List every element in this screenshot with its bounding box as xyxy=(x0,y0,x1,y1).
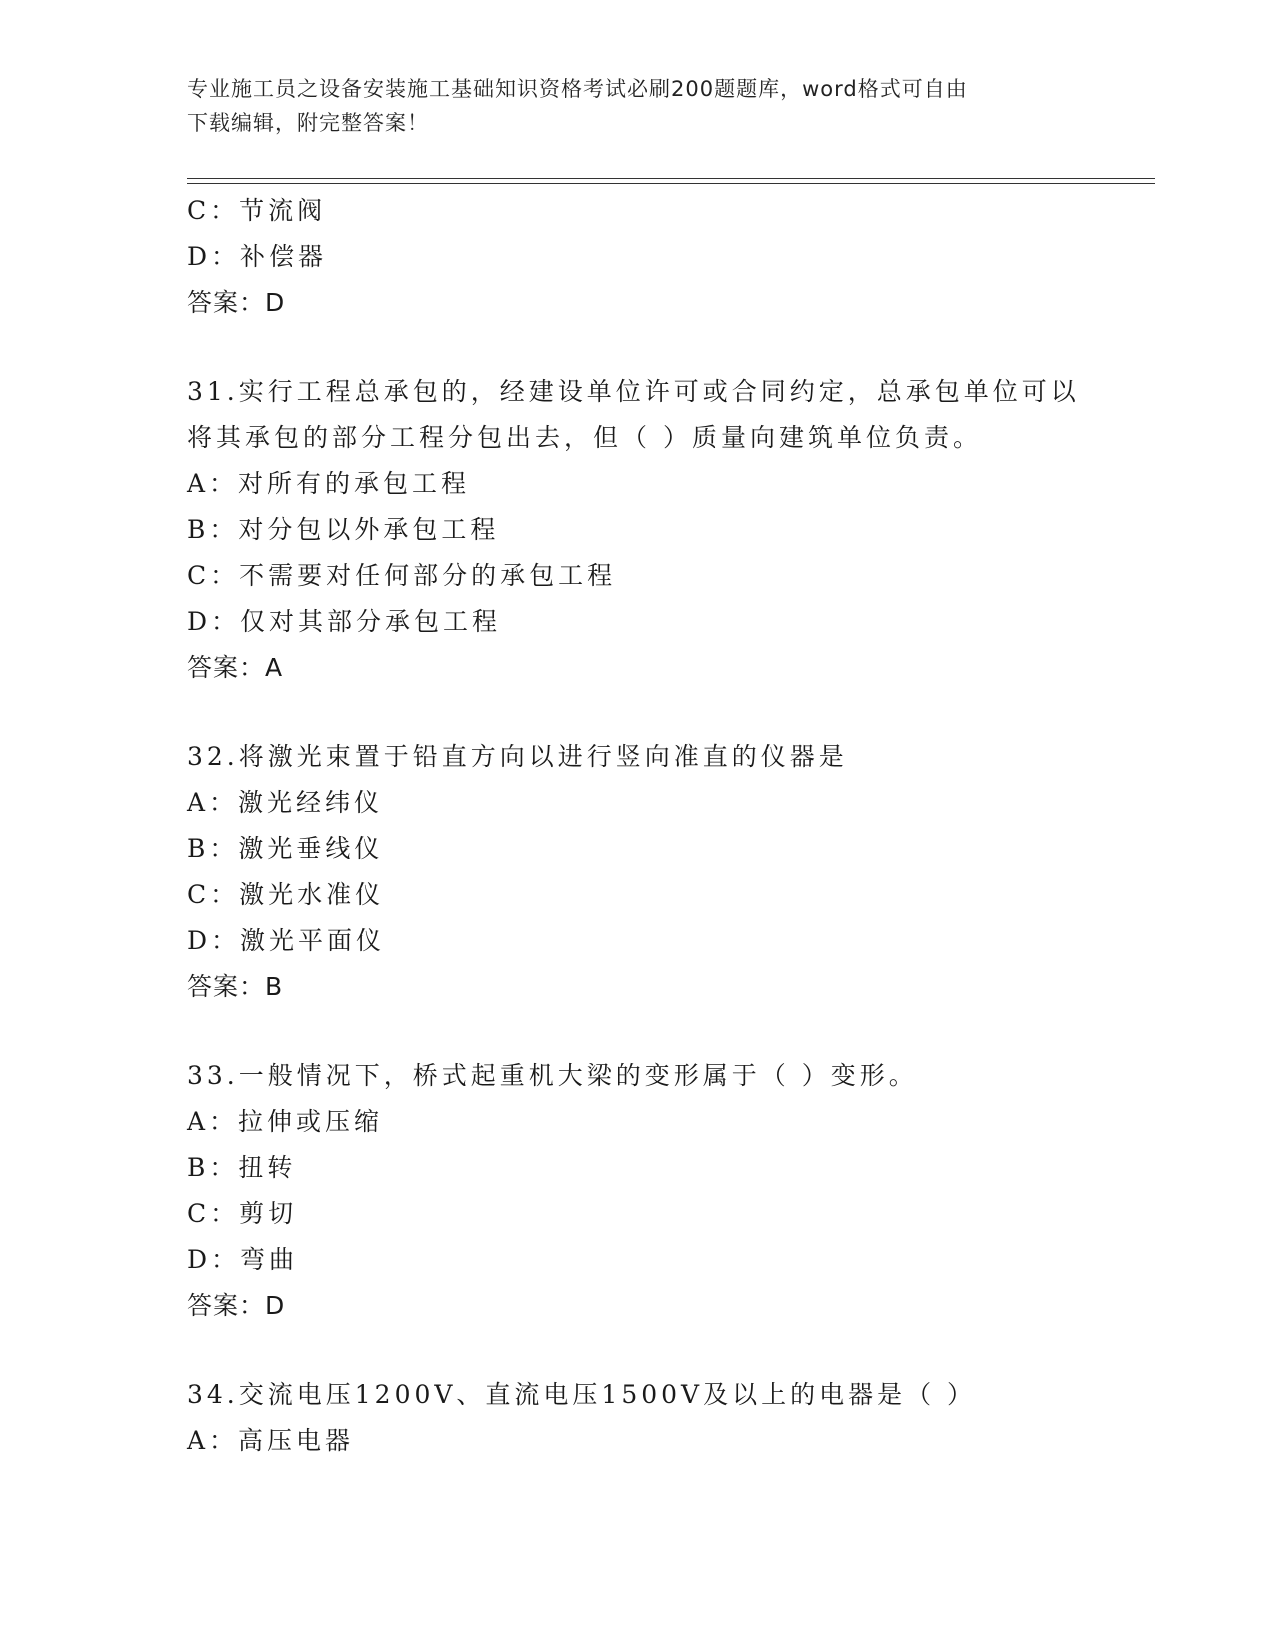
option-d: D：仅对其部分承包工程 xyxy=(187,607,502,636)
option-b: B：激光垂线仪 xyxy=(187,834,384,863)
question-block-34 xyxy=(187,1372,1167,1464)
answer-line: 答案：D xyxy=(187,1291,286,1320)
question-list xyxy=(187,188,1167,1464)
question-stem-line: 31.实行工程总承包的，经建设单位许可或合同约定，总承包单位可以 xyxy=(187,377,1080,406)
option-a: A：对所有的承包工程 xyxy=(187,469,471,498)
option-b: B：对分包以外承包工程 xyxy=(187,515,500,544)
question-stem-line: 将其承包的部分工程分包出去，但（ ）质量向建筑单位负责。 xyxy=(187,423,982,452)
question-block-33 xyxy=(187,1053,1167,1329)
answer-line: 答案：D xyxy=(187,288,286,317)
question-block-32 xyxy=(187,734,1167,1010)
question-stem-line: 34.交流电压1200V、直流电压1500V及以上的电器是（ ） xyxy=(187,1380,977,1409)
document-header xyxy=(187,72,1087,140)
option-a: A：激光经纬仪 xyxy=(187,788,384,817)
header-divider-top xyxy=(187,178,1155,179)
option-d: D：补偿器 xyxy=(187,242,328,271)
question-stem-line: 33.一般情况下，桥式起重机大梁的变形属于（ ）变形。 xyxy=(187,1061,918,1090)
option-a: A：高压电器 xyxy=(187,1426,355,1455)
option-c: C：剪切 xyxy=(187,1199,298,1228)
question-block-31 xyxy=(187,369,1167,691)
option-d: D：激光平面仪 xyxy=(187,926,386,955)
header-line-2: 下载编辑，附完整答案！ xyxy=(187,111,429,135)
option-d: D：弯曲 xyxy=(187,1245,299,1274)
answer-line: 答案：A xyxy=(187,653,284,682)
option-a: A：拉伸或压缩 xyxy=(187,1107,384,1136)
option-c: C：激光水准仪 xyxy=(187,880,385,909)
option-c: C：不需要对任何部分的承包工程 xyxy=(187,561,617,590)
answer-line: 答案：B xyxy=(187,972,284,1001)
header-line-1: 专业施工员之设备安装施工基础知识资格考试必刷200题题库，word格式可自由 xyxy=(187,77,968,101)
option-c: C：节流阀 xyxy=(187,196,327,225)
question-stem-line: 32.将激光束置于铅直方向以进行竖向准直的仪器是 xyxy=(187,742,848,771)
question-block-continued xyxy=(187,188,1167,326)
option-b: B：扭转 xyxy=(187,1153,297,1182)
header-divider-bottom xyxy=(187,183,1155,184)
